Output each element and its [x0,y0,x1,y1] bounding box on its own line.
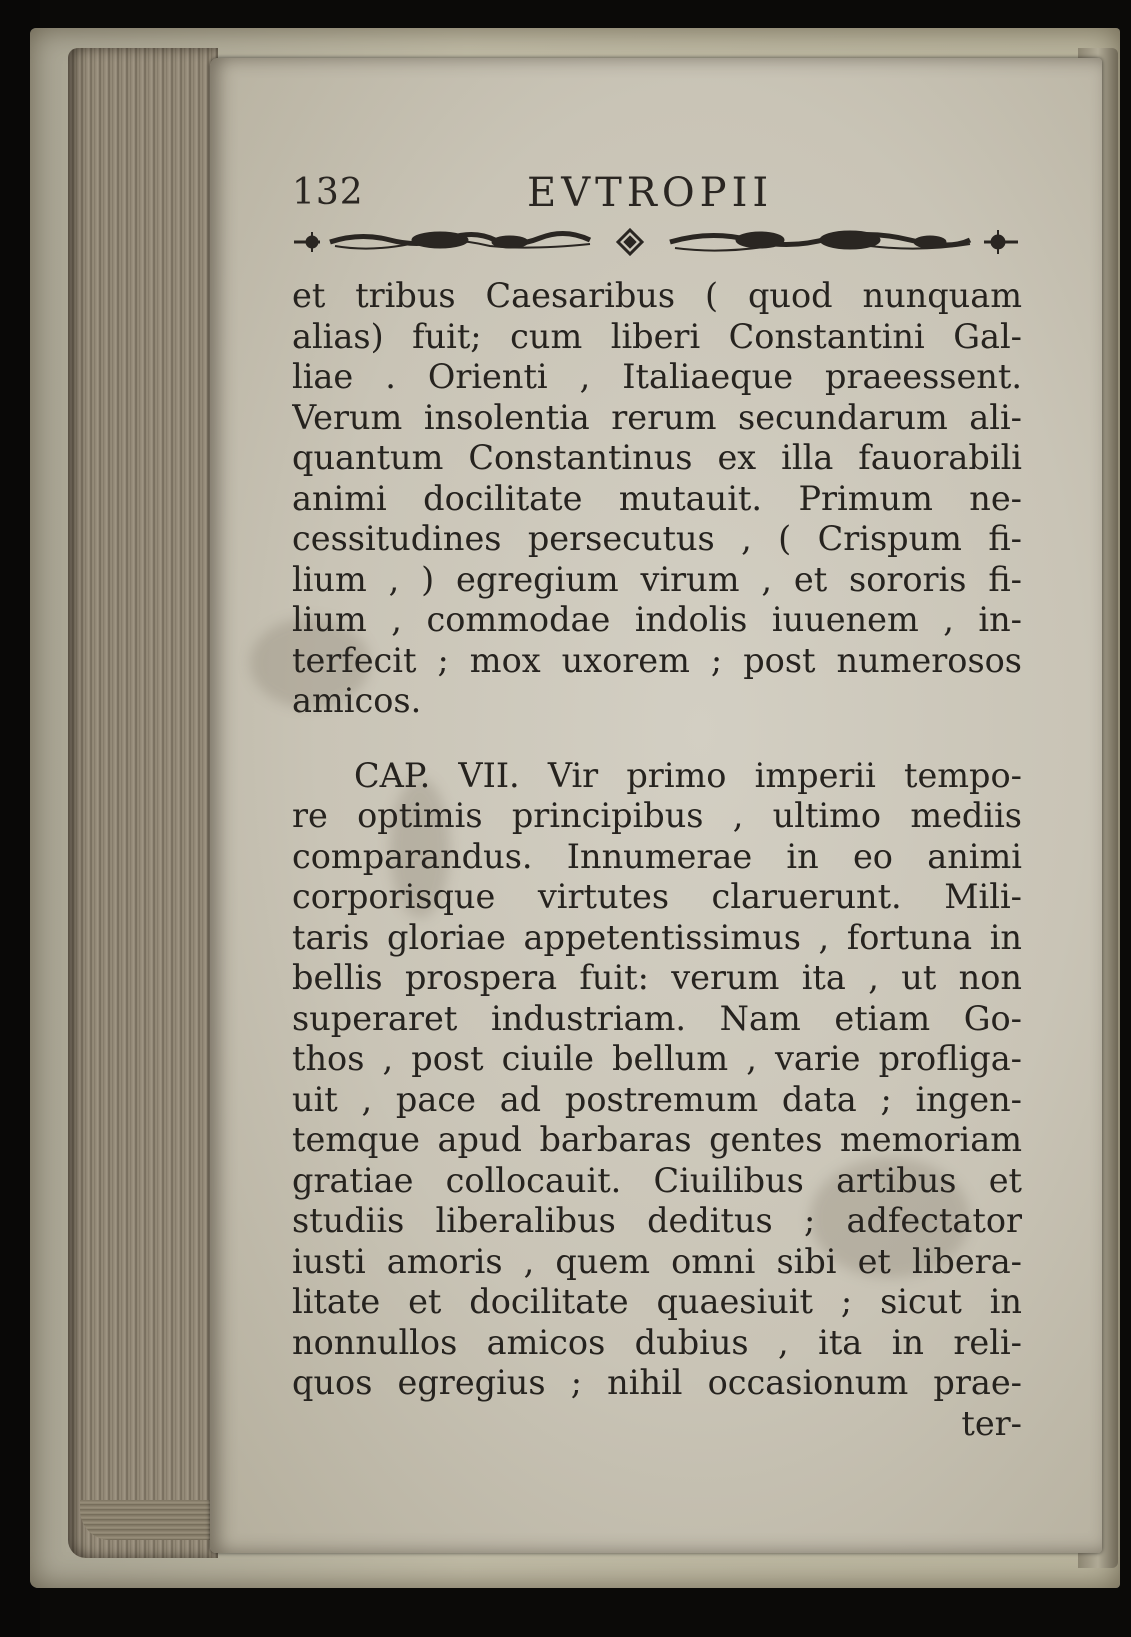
text-line: alias) fuit; cum liberi Constantini Gal- [292,316,1022,356]
text-line: re optimis principibus , ultimo mediis [292,796,1022,835]
text-line: bellis prospera fuit: verum ita , ut non [292,958,1022,997]
text-line: studiis liberalibus deditus ; adfectator [292,1201,1022,1240]
body-text [292,276,1022,1444]
text-line: comparandus. Innumerae in eo animi [292,836,1022,876]
text-line: litate et docilitate quaesiuit ; sicut in [292,1282,1022,1321]
text-line: thos , post ciuile bellum , varie profliga- [292,1039,1022,1078]
lozenge-ornament [618,230,642,254]
catchword: ter- [961,1403,1022,1443]
paragraph-2 [292,756,1022,1404]
paragraph-gap [292,722,1022,756]
page-number: 132 [292,172,364,213]
chapter-heading-line: CAP. VII. Vir primo imperii tempo- [354,755,1022,795]
page-edges [68,48,218,1558]
text-line: gratiae collocauit. Ciuilibus artibus et [292,1160,1022,1200]
text-line: superaret industriam. Nam etiam Go- [292,998,1022,1038]
star-ornament-left [294,232,320,252]
text-line: quos egregius ; nihil occasionum prae- [292,1363,1022,1402]
text-line: nonnullos amicos dubius , ita in reli- [292,1322,1022,1362]
text-line: iusti amoris , quem omni sibi et libera- [292,1241,1022,1281]
ornament-band [290,226,1020,266]
text-line: corporisque virtutes claruerunt. Mili- [292,877,1022,916]
text-line: quantum Constantinus ex illa fauorabili [292,438,1022,477]
text-line: liae . Orienti , Italiaeque praeessent. [292,357,1022,396]
text-line: cessitudines persecutus , ( Crispum fi- [292,519,1022,558]
text-line: taris gloriae appetentissimus , fortuna in [292,917,1022,957]
running-title: EVTROPII [527,170,774,216]
text-line: temque apud barbaras gentes memoriam [292,1120,1022,1159]
text-line: uit , pace ad postremum data ; ingen- [292,1079,1022,1119]
paragraph-1 [292,276,1022,722]
text-line: lium , commodae indolis iuuenem , in- [292,600,1022,639]
text-line: amicos. [292,681,422,720]
text-line: et tribus Caesaribus ( quod nunquam [292,276,1022,315]
text-line: terfecit ; mox uxorem ; post numerosos [292,640,1022,680]
star-ornament-right [984,230,1018,254]
text-line: animi docilitate mutauit. Primum ne- [292,478,1022,518]
running-head [292,168,1032,228]
text-line: lium , ) egregium virum , et sororis fi- [292,559,1022,599]
text-line: Verum insolentia rerum secundarum ali- [292,397,1022,437]
